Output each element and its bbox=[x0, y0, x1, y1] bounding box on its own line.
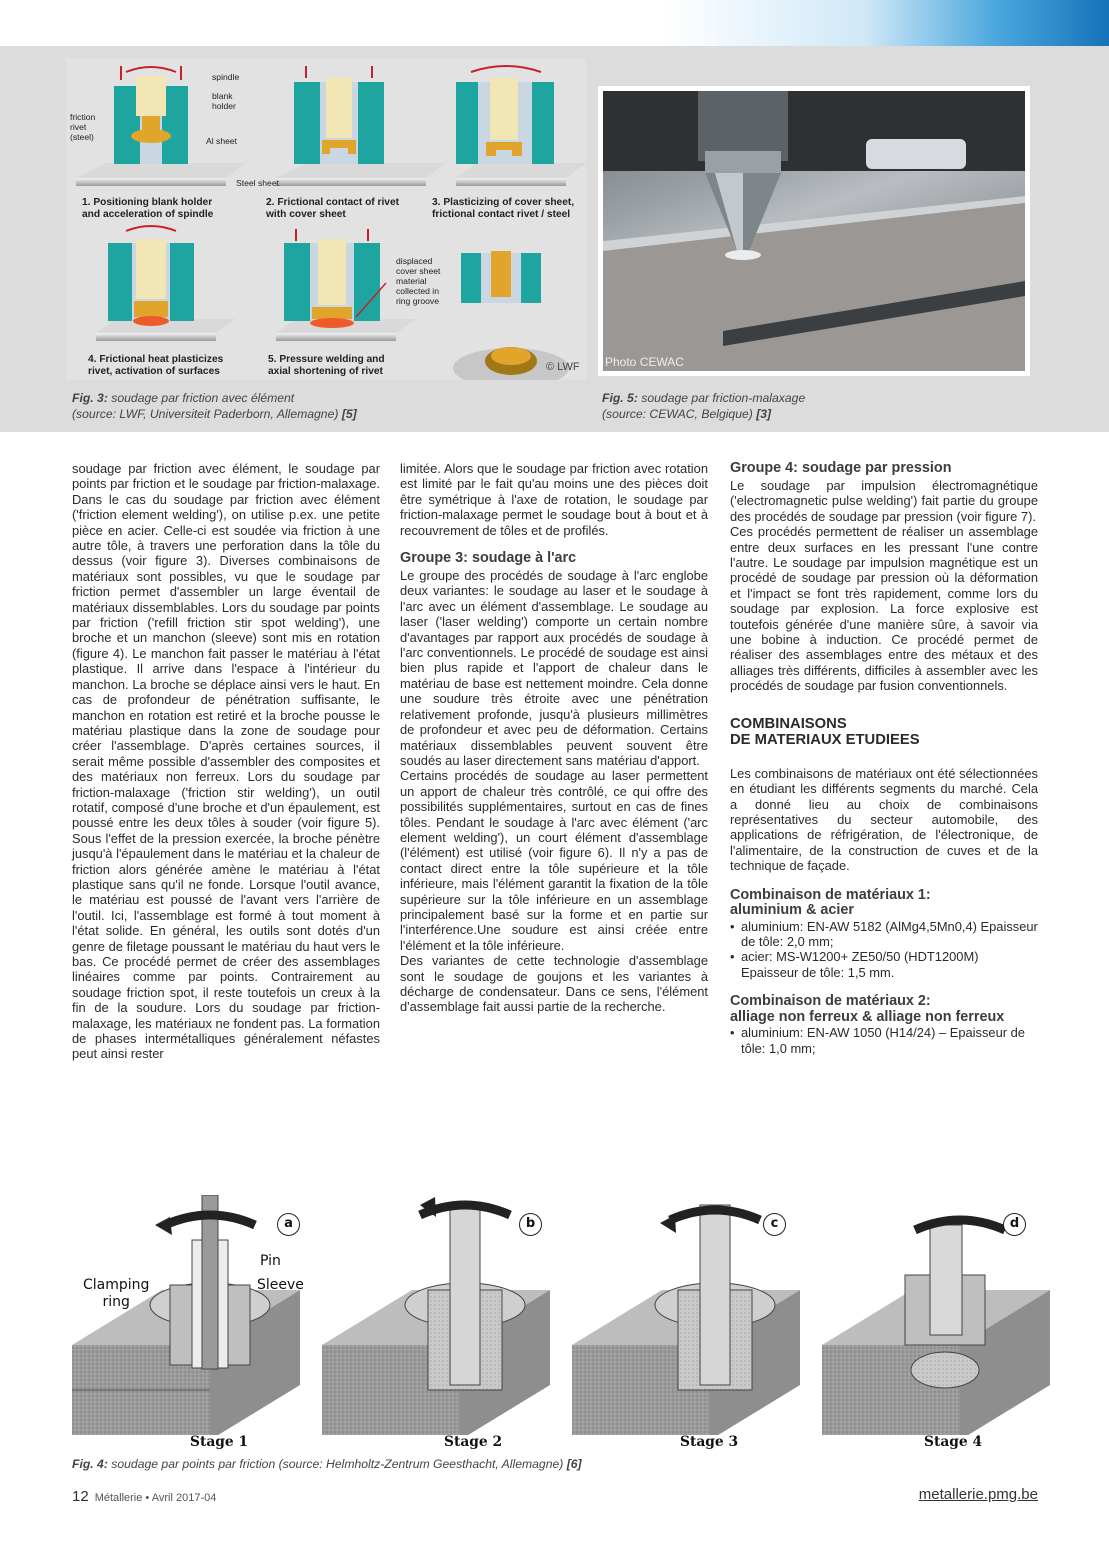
fig4-caption-label: Fig. 4: bbox=[72, 1457, 108, 1471]
text-column-1 bbox=[72, 461, 380, 1062]
fig3-caption bbox=[72, 391, 552, 422]
list-item: • aluminium: EN-AW 5182 (AlMg4,5Mn0,4) Epaisseur de tôle: 2,0 mm; bbox=[730, 919, 1038, 950]
fig3-diagram bbox=[66, 58, 586, 380]
combinaison-1-list bbox=[730, 919, 1038, 981]
heading-combinaison-1-line2: aluminium & acier bbox=[730, 902, 854, 919]
col3-paragraph-3: Les combinaisons de matériaux ont été sélectionnées en étudiant les différents segments du marché. Cela a donné lieu au choix de combinaisons représentatives du secteur automobile, des applications de réfrigération, de l'électronique, de l'alimentaire, de la construction de cuves et de la technique de façade. bbox=[730, 765, 1038, 874]
heading-combinaison-2-line1: Combinaison de matériaux 2: bbox=[730, 993, 931, 1010]
col2-paragraph-2: Le groupe des procédés de soudage à l'arc englobe deux variantes: le soudage au laser et le soudage à l'arc avec un élément d'assemblage. Le soudage au laser ('laser welding') comporte un certain nombre d'avantages par rapport aux procédés de soudage à l'arc conventionnels. Le procédé de soudage est ainsi bien plus rapide et l'apport de chaleur dans le matériau de base est nettement moindre. Cela donne une soudure très étroite avec une pénétration relativement profonde, jusqu'à plusieurs millimètres de profondeur et avec peu de déformation. Certains matériaux dissemblables peuvent souvent être soudés au laser directement sans matériau d'apport. bbox=[400, 568, 708, 768]
fig4-caption-ref: [6] bbox=[566, 1457, 582, 1471]
step-caption-3: 3. Plasticizing of cover sheet, frictional contact rivet / steel bbox=[432, 197, 575, 220]
magazine-issue: Métallerie • Avril 2017-04 bbox=[94, 1492, 217, 1504]
list-item: • aluminium: EN-AW 1050 (H14/24) – Epaisseur de tôle: 1,0 mm; bbox=[730, 1025, 1038, 1056]
label-steel-sheet: Steel sheet bbox=[236, 178, 279, 188]
stage-label-4: Stage 4 bbox=[924, 1434, 983, 1450]
col2-paragraph-3: Certains procédés de soudage au laser permettent un apport de chaleur très contrôlé, ce qui offre des possibilités supplémentaires, surtout en cas de fines tôles. Pendant le soudage à l'arc avec élément ('arc element welding'), un court élément d'assemblage (l'élément) est utilisé (voir figure 6). Il n'y a pas de contact direct entre la tôle supérieure et la tôle inférieure, mais l'élément garantit la fixation de la tôle supérieure sur la tôle inférieure en un assemblage principalement basé sur la forme et en partie sur l'interférence.Une soudure est ainsi créée entre l'élément et la tôle inférieure. bbox=[400, 768, 708, 953]
fig5-photo-credit: Photo CEWAC bbox=[605, 355, 684, 369]
stage-letter-a: a bbox=[277, 1213, 300, 1236]
fig5-caption-text: soudage par friction-malaxage bbox=[637, 391, 806, 405]
fig3-credit: © LWF bbox=[546, 361, 580, 373]
col2-paragraph-1: limitée. Alors que le soudage par friction avec rotation est limité par le fait qu'au moins une des pièces doit être symétrique à l'axe de rotation, le soudage par friction-malaxage permet le soudage bout à bout et à recouvrement de tôles et de profilés. bbox=[400, 461, 708, 538]
stage-letter-d: d bbox=[1003, 1213, 1026, 1236]
stage-label-3: Stage 3 bbox=[680, 1434, 739, 1450]
footer-left bbox=[72, 1488, 216, 1505]
page-number: 12 bbox=[72, 1488, 89, 1505]
list-item: • acier: MS-W1200+ ZE50/50 (HDT1200M) Epaisseur de tôle: 1,5 mm. bbox=[730, 949, 1038, 980]
step-caption-1: 1. Positioning blank holder and acceleration of spindle bbox=[82, 197, 214, 220]
stage-letter-b: b bbox=[519, 1213, 542, 1236]
fig4-diagram bbox=[60, 1195, 1050, 1435]
heading-combinaison-2-line2: alliage non ferreux & alliage non ferreux bbox=[730, 1008, 1005, 1025]
heading-combinaison-1-line1: Combinaison de matériaux 1: bbox=[730, 886, 931, 903]
fig3-caption-text: soudage par friction avec élément bbox=[107, 391, 295, 405]
figure-band bbox=[0, 46, 1109, 432]
footer-site-link[interactable]: metallerie.pmg.be bbox=[918, 1486, 1038, 1503]
heading-combinaison-2 bbox=[730, 994, 1038, 1025]
fig3-caption-ref: [5] bbox=[341, 406, 357, 421]
header-gradient-strip bbox=[0, 0, 1109, 46]
step5-illustration bbox=[276, 229, 416, 341]
fig5-caption-source: (source: CEWAC, Belgique) bbox=[602, 406, 757, 421]
step-caption-2: 2. Frictional contact of rivet with cover sheet bbox=[266, 197, 400, 220]
fig5-caption-ref: [3] bbox=[756, 406, 772, 421]
fig4-caption bbox=[72, 1457, 1032, 1473]
stage-label-2: Stage 2 bbox=[444, 1434, 503, 1450]
heading-combinaison-1 bbox=[730, 888, 1038, 919]
step-caption-4: 4. Frictional heat plasticizes rivet, activation of surfaces bbox=[88, 354, 224, 377]
fig5-photo-svg bbox=[603, 91, 1025, 371]
fig4-stage-d bbox=[822, 1220, 1050, 1435]
label-al-sheet: Al sheet bbox=[206, 136, 238, 146]
stage-letter-c: c bbox=[763, 1213, 786, 1236]
fig4-stage-a bbox=[72, 1195, 300, 1435]
step-caption-5: 5. Pressure welding and axial shortening of rivet bbox=[268, 354, 385, 377]
col2-paragraph-4: Des variantes de cette technologie d'assemblage sont le soudage de goujons et les variantes à décharge de condensateur. Dans ce sens, l'élément d'assemblage fait aussi partie de la recherche. bbox=[400, 953, 708, 1015]
fig4-caption-text: soudage par points par friction (source: Helmholtz-Zentrum Geesthacht, Allemagne) bbox=[107, 1457, 567, 1471]
step1-illustration bbox=[76, 66, 246, 186]
text-column-3 bbox=[730, 458, 1038, 1056]
label-clamping-ring: Clamping ring bbox=[83, 1277, 150, 1310]
step3-illustration bbox=[456, 66, 586, 186]
heading-combinaisons-line2: DE MATERIAUX ETUDIEES bbox=[730, 731, 920, 748]
heading-groupe-4: Groupe 4: soudage par pression bbox=[730, 460, 952, 476]
heading-combinaisons-line1: COMBINAISONS bbox=[730, 715, 847, 732]
label-spindle: spindle bbox=[212, 72, 240, 82]
fig5-caption-label: Fig. 5: bbox=[602, 391, 638, 405]
label-friction-rivet: friction rivet (steel) bbox=[70, 112, 96, 142]
fig5-caption bbox=[602, 391, 1022, 422]
fig3-caption-label: Fig. 3: bbox=[72, 391, 108, 405]
fig5-photo-frame bbox=[598, 86, 1030, 376]
label-sleeve: Sleeve bbox=[257, 1277, 304, 1293]
step2-illustration bbox=[276, 66, 446, 186]
fig5-photo bbox=[603, 91, 1025, 371]
label-displaced-material: displaced cover sheet material collected in ring groove bbox=[396, 256, 441, 306]
label-pin: Pin bbox=[260, 1253, 281, 1269]
fig4-stage-b bbox=[322, 1197, 550, 1435]
stage-label-1: Stage 1 bbox=[190, 1434, 249, 1450]
combinaison-2-list bbox=[730, 1025, 1038, 1056]
fig4-stage-c bbox=[572, 1205, 800, 1435]
col3-paragraph-2: Ces procédés permettent de réaliser un assemblage entre deux surfaces en les pressant l'une contre l'autre. Le soudage par impulsion magnétique est un procédé de soudage par pression où la déformation et l'impact se font très rapidement, comme lors du soudage par explosion. La force explosive est toutefois générée d'une manière sûre, à savoir via une bobine à induction. Ce procédé permet de réaliser des assemblages entre des métaux et des alliages très différents, difficiles à assembler avec les procédés de soudage par fusion conventionnels. bbox=[730, 524, 1038, 694]
fig3-caption-source: (source: LWF, Universiteit Paderborn, Allemagne) bbox=[72, 406, 342, 421]
step4-illustration bbox=[96, 226, 236, 341]
col3-paragraph-1: Le soudage par impulsion électromagnétique ('electromagnetic pulse welding') fait partie du groupe des procédés de soudage par pression (voir figure 7). bbox=[730, 478, 1038, 524]
col1-paragraph: soudage par friction avec élément, le soudage par points par friction et le soudage par friction-malaxage. Dans le cas du soudage par friction avec élément ('friction element welding'), on utilise p.ex. une petite pièce en acier. Celle-ci est soudée via friction à une autre tôle, à travers une perforation dans la tôle du dessus (voir figure 3). Diverses combinaisons de matériaux sont possibles, vu que le soudage par friction permet d'assembler un large éventail de matériaux dissemblables. Lors du soudage par points par friction ('refill friction stir spot welding'), une broche et un manchon (sleeve) sont mis en rotation (figure 4). Le manchon fait passer le matériau à l'état plastique. Il arrive dans l'espace à l'intérieur du manchon. La broche se déplace ainsi vers le haut. En cas de profondeur de pénétration suffisante, le manchon en rotation est retiré et la broche pousse le matériau plastique dans la zone de soudage pour créer l'assemblage. D'après certaines sources, il serait même possible d'assembler des composites et des matériaux non ferreux. Lors du soudage par friction-malaxage ('friction stir welding'), un outil rotatif, composé d'une broche et d'un épaulement, est poussé entre les deux tôles à souder (voir figure 5). Sous l'effet de la pression exercée, la broche pénètre jusqu'à l'épaulement dans le matériau et la chaleur de friction alors générée amène le matériau à l'état plastique sans qu'il ne fonde. Lorsque l'outil avance, le matériau est poussé de l'avant vers l'arrière de l'outil. Ici, l'assemblage est formé à tout moment à l'état solide. En général, les outils sont dotés d'un genre de filetage poussant le matériau du haut vers le bas. Ce procédé permet de créer des assemblages linéaires comme par points. Contrairement au soudage friction spot, il reste toutefois un creux à la fin de la soudure. Lors du soudage par friction-malaxage, les matériaux ne fondent pas. La formation de phases intermétalliques généralement néfastes peut ainsi rester bbox=[72, 461, 380, 1062]
text-column-2 bbox=[400, 461, 708, 1015]
heading-groupe-3: Groupe 3: soudage à l'arc bbox=[400, 550, 577, 567]
heading-combinaisons bbox=[730, 716, 1038, 748]
label-blank-holder: blank holder bbox=[212, 91, 236, 111]
